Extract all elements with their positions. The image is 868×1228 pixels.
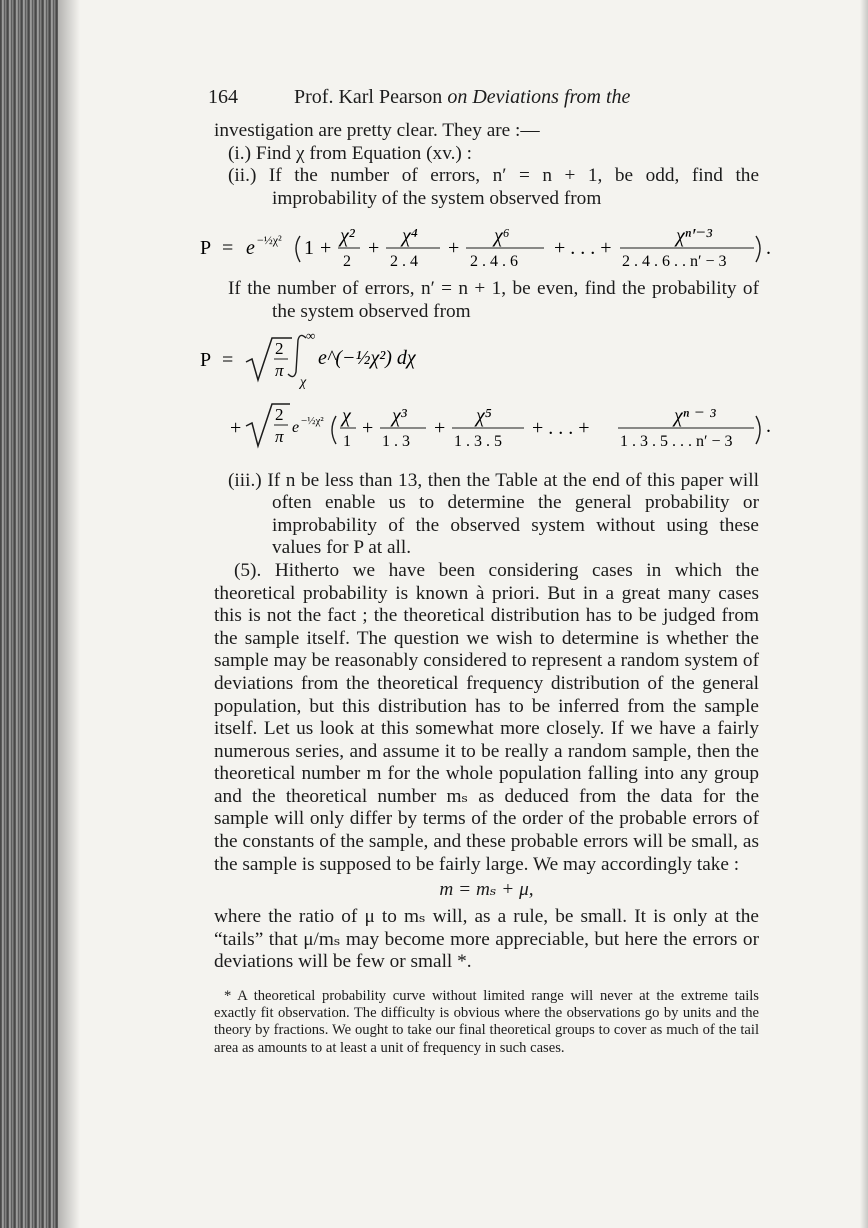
- equation-even-case: [200, 324, 771, 464]
- eq1-t2-num: χ⁴: [402, 225, 418, 248]
- eq1-equals: =: [222, 237, 234, 260]
- section-5-paragraph: (5). Hitherto we have been considering cases in which the theoretical probability is known à priori. But in a great many cases this is not the fact ; the theoretical distribution has to be judged from the sample itself. The question we wish to determine is whether the sample may be reasonably considered to represent a random system of deviations from the theoretical frequency distribution of the general population, but this distribution has to be inferred from the sample itself. Let us look at this somewhat more closely. If we have a fairly numerous series, and assume it to be really a random sample, then the theoretical number m for the whole population falling into any group and the theoretical number mₛ as deduced from the data for the sample will only differ by terms of the order of the probable errors of the constants of the sample, and these probable errors will be small, as the sample is supposed to be fairly large. We may accordingly take :: [214, 559, 759, 875]
- footnote: * A theoretical probability curve without limited range will never at the extreme tails exactly fit observation. The difficulty is obvious where the observations go by units and the theory by fractions. We ought to take our final theoretical groups to cover as much of the tail area as amounts to at least a unit of frequency in such cases.: [214, 988, 759, 1056]
- eq1-t3-den: 2 . 4 . 6: [470, 253, 518, 271]
- svg-text:2: 2: [275, 404, 284, 424]
- svg-text:e: e: [292, 418, 300, 436]
- intro-line: investigation are pretty clear. They are :—: [214, 120, 540, 141]
- eq2-lhs: P: [200, 348, 212, 371]
- after-equation-paragraph: where the ratio of μ to mₛ will, as a rule, be small. It is only at the “tails” that μ/mₛ may become more appreciable, but here the errors or deviations will be few or small *.: [214, 906, 759, 973]
- binding-gutter: [58, 0, 80, 1228]
- eq2-t1-num: χ: [342, 404, 351, 427]
- equation-m: m = mₛ + μ,: [439, 879, 534, 901]
- eq2-sqrt-num: 2: [275, 338, 284, 358]
- eq2-tn-num: χⁿ ⁻ ³: [674, 404, 716, 427]
- eq1-left-paren: [296, 236, 300, 262]
- eq1-exp-base: e: [246, 237, 255, 260]
- header-author: Prof. Karl Pearson: [294, 86, 443, 108]
- header-title: Deviations from the: [472, 86, 631, 108]
- page-edge: [860, 0, 868, 1228]
- svg-text:+: +: [368, 237, 380, 260]
- step-i: (i.) Find χ from Equation (xv.) :: [228, 142, 472, 164]
- header-connector: on: [447, 86, 468, 108]
- book-binding-shadow: [0, 0, 58, 1228]
- eq1-t1-den: 2: [343, 253, 351, 271]
- eq2-sqrt-den: π: [275, 360, 284, 380]
- eq2-equals: =: [222, 348, 234, 371]
- eq1-right-paren: [756, 236, 760, 262]
- eq2-plus: +: [230, 416, 242, 439]
- step-ii: (ii.) If the number of errors, n′ = n + 1, be odd, find the improbability of the system observed from: [228, 165, 759, 209]
- svg-text:.: .: [766, 237, 771, 260]
- eq1-dots: + . . . +: [554, 237, 612, 260]
- eq1-tn-den: 2 . 4 . 6 . . n′ − 3: [622, 253, 727, 271]
- eq1-lhs: P: [200, 237, 212, 260]
- equation-odd-case: [200, 210, 771, 278]
- eq1-one: 1: [304, 237, 314, 260]
- running-title: [294, 86, 630, 109]
- eq1-tn-num: χⁿ′⁻³: [676, 225, 713, 248]
- eq2-t3-den: 1 . 3 . 5: [454, 432, 502, 450]
- eq2-int-upper: ∞: [306, 327, 316, 343]
- eq2-int-lower: χ: [300, 374, 307, 390]
- step-iii: (iii.) If n be less than 13, then the Table at the end of this paper will often enable us to determine the general probability or improbability of the observed system without using these values for P at all.: [228, 469, 759, 559]
- svg-text:+: +: [320, 237, 332, 260]
- svg-text:+: +: [362, 416, 374, 439]
- eq1-t3-num: χ⁶: [494, 225, 510, 248]
- eq2-dots: + . . . +: [532, 416, 590, 439]
- eq1-exp-sup: −½χ²: [257, 233, 282, 248]
- eq1-t2-den: 2 . 4: [390, 253, 418, 271]
- eq2-integral-sign: [288, 335, 306, 376]
- svg-text:−½χ²: −½χ²: [301, 414, 324, 427]
- running-header: [208, 86, 759, 120]
- eq2-t2-den: 1 . 3: [382, 432, 410, 450]
- page-content: [200, 86, 771, 1057]
- eq2-integrand: e^(−½χ²) dχ: [318, 346, 416, 369]
- even-case-text: If the number of errors, n′ = n + 1, be even, find the probability of the system observed from: [228, 278, 759, 322]
- svg-text:+: +: [434, 416, 446, 439]
- svg-text:+: +: [448, 237, 460, 260]
- eq2-t3-num: χ⁵: [476, 404, 492, 427]
- eq1-t1-num: χ²: [340, 225, 355, 248]
- page-number: 164: [208, 86, 238, 108]
- eq2-t1-den: 1: [343, 432, 351, 450]
- eq2-tn-den: 1 . 3 . 5 . . . n′ − 3: [620, 432, 733, 450]
- svg-text:.: .: [766, 414, 771, 437]
- eq2-t2-num: χ³: [392, 404, 407, 427]
- svg-text:π: π: [275, 426, 284, 446]
